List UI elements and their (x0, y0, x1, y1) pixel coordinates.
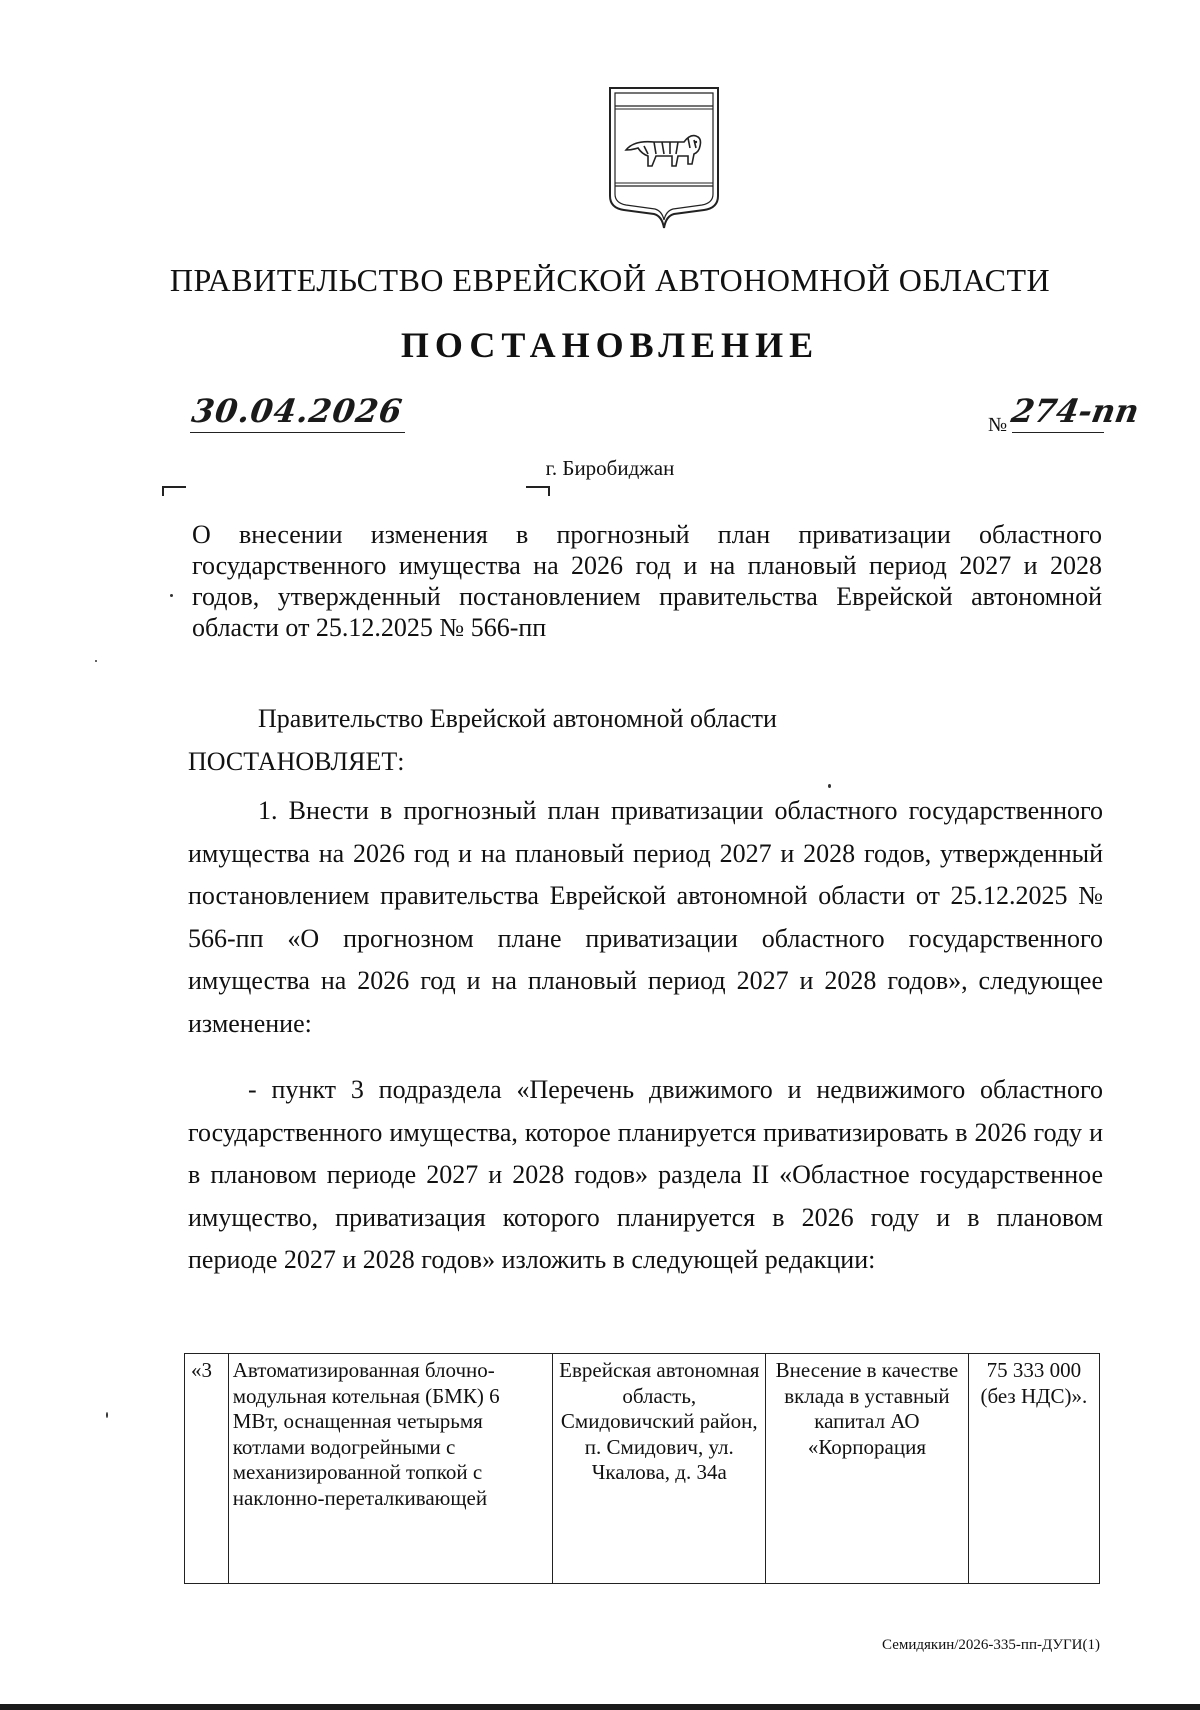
cell-value: 75 333 000 (без НДС)». (968, 1354, 1099, 1584)
document-type-title: ПОСТАНОВЛЕНИЕ (400, 325, 820, 365)
authority-title: ПРАВИТЕЛЬСТВО ЕВРЕЙСКОЙ АВТОНОМНОЙ ОБЛАСТИ (169, 262, 1051, 298)
number-underline (1012, 432, 1104, 433)
handwritten-number: 274-пп (1008, 392, 1142, 430)
government-line: Правительство Еврейской автономной области (258, 704, 777, 733)
scan-speck (106, 1412, 108, 1418)
paragraph-1: 1. Внести в прогнозный план приватизации областного государственного имущества на 2026 год и на плановый период 2027 и 2028 годов, утвержденный постановлением правительства Еврейской автономной области от 25.12.2025 № 566-пп «О прогнозном плане приватизации областного государственного имущества на 2026 год и на плановый период 2027 и 2028 годов», следующее изменение: (188, 796, 1103, 1038)
subject-corner-right (526, 486, 550, 496)
document-subject: О внесении изменения в прогнозный план приватизации областного государственного имущества на 2026 год и на плановый период 2027 и 2028 годов, утвержденный постановлением правительства Еврейской автономной области от 25.12.2025 № 566-пп (192, 520, 1102, 642)
handwritten-date: 30.04.2026 (189, 392, 406, 430)
number-label: № (988, 414, 1008, 436)
amendment-table (184, 1353, 1100, 1584)
paragraph-dash: - пункт 3 подраздела «Перечень движимого и недвижимого областного государственного имущества, которое планируется приватизировать в 2026 году и в плановом периоде 2027 и 2028 годов» раздела II «Областное государственное имущество, приватизация которого планируется в 2026 году и в плановом периоде 2027 и 2028 годов» изложить в следующей редакции: (188, 1075, 1103, 1274)
cell-location: Еврейская автономная область, Смидовичский район, п. Смидович, ул. Чкалова, д. 34а (553, 1354, 766, 1584)
coat-of-arms-icon (604, 84, 724, 230)
scan-speck (170, 594, 173, 597)
cell-number: «3 (185, 1354, 229, 1584)
date-underline (190, 432, 405, 433)
city-line: г. Биробиджан (545, 456, 675, 480)
footer-code: Семидякин/2026-335-пп-ДУГИ(1) (882, 1637, 1100, 1653)
cell-method: Внесение в качестве вклада в уставный капитал АО «Корпорация (766, 1354, 969, 1584)
cell-object: Автоматизированная блочно-модульная котельная (БМК) 6 МВт, оснащенная четырьмя котлами водогрейными с механизированной топкой с наклонно-переталкивающей (228, 1354, 553, 1584)
scan-speck (828, 784, 831, 788)
scan-edge-bar (0, 1704, 1200, 1710)
subject-corner-left (162, 486, 186, 496)
table-row (185, 1354, 1100, 1584)
decrees-line: ПОСТАНОВЛЯЕТ: (188, 747, 405, 776)
scan-speck (95, 660, 97, 662)
